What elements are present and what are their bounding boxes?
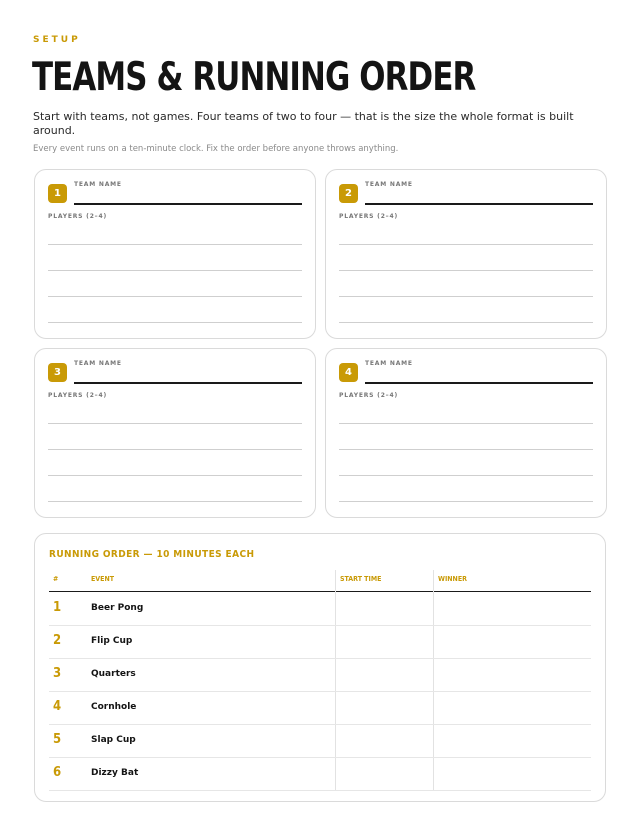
column-header-event: EVENT: [91, 575, 115, 583]
team-name-field[interactable]: [74, 203, 302, 205]
team-card-2: [325, 169, 607, 339]
player-line-1[interactable]: [339, 423, 593, 424]
team-number-badge: 3: [48, 363, 67, 382]
player-line-3[interactable]: [48, 475, 302, 476]
event-number: 2: [53, 633, 62, 648]
clock-note: Every event runs on a ten-minute clock. Fix the order before anyone throws anything.: [33, 144, 399, 154]
column-header-winner: WINNER: [438, 575, 467, 583]
player-line-1[interactable]: [48, 423, 302, 424]
players-label: PLAYERS (2–4): [48, 392, 107, 399]
team-name-field[interactable]: [365, 382, 593, 384]
player-line-3[interactable]: [48, 296, 302, 297]
table-row: [49, 625, 591, 659]
running-order-card: [34, 533, 606, 802]
player-line-2[interactable]: [48, 449, 302, 450]
table-row: [49, 658, 591, 692]
player-line-1[interactable]: [48, 244, 302, 245]
table-row: [49, 724, 591, 758]
event-name: Dizzy Bat: [91, 768, 139, 778]
table-row: [49, 691, 591, 725]
team-name-field[interactable]: [365, 203, 593, 205]
players-label: PLAYERS (2–4): [339, 213, 398, 220]
team-name-label: TEAM NAME: [74, 181, 122, 188]
team-number-badge: 1: [48, 184, 67, 203]
intro-text: Start with teams, not games. Four teams of two to four — that is the size the whole format is built around.: [33, 110, 574, 137]
player-line-4[interactable]: [48, 322, 302, 323]
player-line-4[interactable]: [339, 322, 593, 323]
event-name: Slap Cup: [91, 735, 136, 745]
team-number-badge: 4: [339, 363, 358, 382]
event-name: Quarters: [91, 669, 136, 679]
players-label: PLAYERS (2–4): [48, 213, 107, 220]
player-line-1[interactable]: [339, 244, 593, 245]
team-number-badge: 2: [339, 184, 358, 203]
player-line-3[interactable]: [339, 296, 593, 297]
event-number: 6: [53, 765, 62, 780]
eyebrow: SETUP: [33, 35, 81, 45]
team-card-4: [325, 348, 607, 518]
table-row: [49, 592, 591, 626]
team-name-label: TEAM NAME: [365, 181, 413, 188]
player-line-2[interactable]: [339, 449, 593, 450]
column-header-number: #: [53, 575, 59, 583]
player-line-2[interactable]: [48, 270, 302, 271]
event-number: 1: [53, 600, 62, 615]
player-line-4[interactable]: [48, 501, 302, 502]
page-title: TEAMS & RUNNING ORDER: [32, 55, 476, 100]
event-number: 4: [53, 699, 62, 714]
player-line-2[interactable]: [339, 270, 593, 271]
event-number: 5: [53, 732, 62, 747]
team-name-label: TEAM NAME: [74, 360, 122, 367]
event-name: Cornhole: [91, 702, 137, 712]
player-line-3[interactable]: [339, 475, 593, 476]
player-line-4[interactable]: [339, 501, 593, 502]
team-card-3: [34, 348, 316, 518]
running-order-title: RUNNING ORDER — 10 MINUTES EACH: [49, 549, 255, 560]
team-card-1: [34, 169, 316, 339]
column-header-start-time: START TIME: [340, 575, 382, 583]
event-number: 3: [53, 666, 62, 681]
team-name-field[interactable]: [74, 382, 302, 384]
event-name: Flip Cup: [91, 636, 133, 646]
event-name: Beer Pong: [91, 603, 144, 613]
table-row: [49, 757, 591, 791]
team-name-label: TEAM NAME: [365, 360, 413, 367]
players-label: PLAYERS (2–4): [339, 392, 398, 399]
